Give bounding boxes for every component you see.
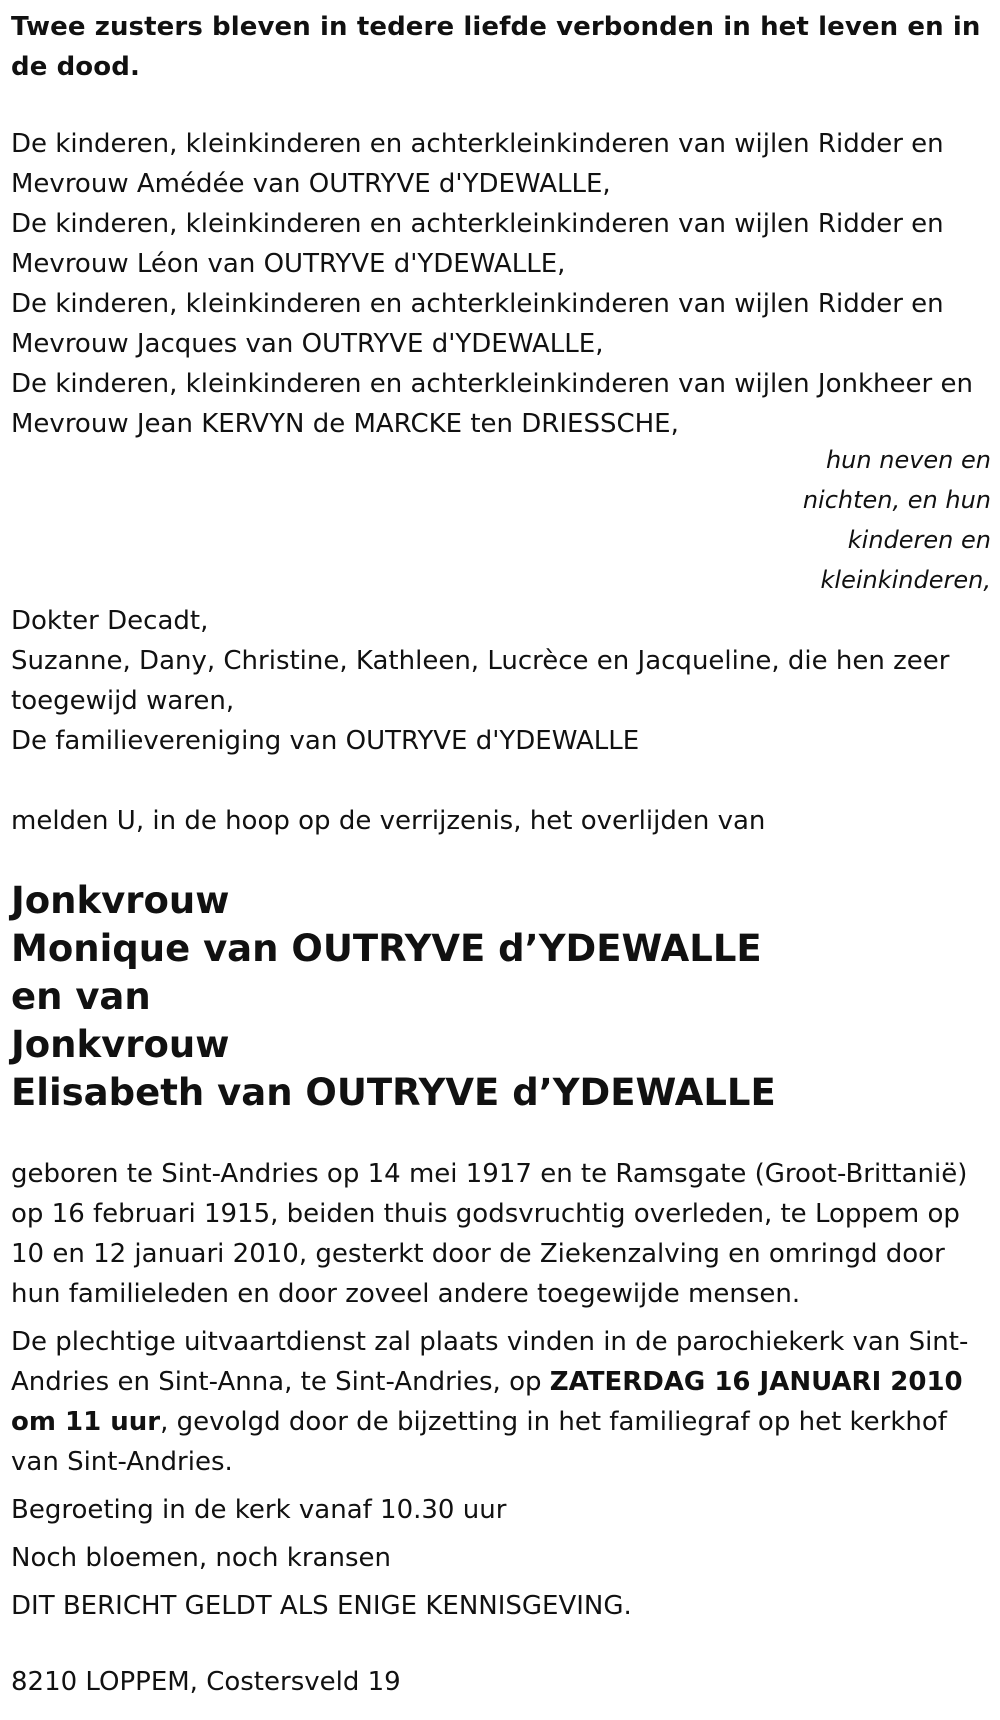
notice-text: DIT BERICHT GELDT ALS ENIGE KENNISGEVING. [11, 1591, 632, 1621]
mourner-line: De familievereniging van OUTRYVE d'YDEWALLE [11, 726, 640, 756]
family-line: De kinderen, kleinkinderen en achterkleinkinderen van wijlen Ridder en Mevrouw Léon van OUTRYVE d'YDEWALLE, [11, 209, 944, 279]
announcement-text: melden U, in de hoop op de verrijzenis, het overlijden van [11, 806, 766, 836]
other-mourners [11, 601, 991, 761]
family-line: De kinderen, kleinkinderen en achterkleinkinderen van wijlen Ridder en Mevrouw Jacques van OUTRYVE d'YDEWALLE, [11, 289, 944, 359]
mourner-line: Suzanne, Dany, Christine, Kathleen, Lucrèce en Jacqueline, die hen zeer toegewijd waren, [11, 646, 950, 716]
intro-heading: Twee zusters bleven in tedere liefde verbonden in het leven en in de dood. [11, 12, 981, 82]
address: 8210 LOPPEM, Costersveld 19 [11, 1667, 401, 1697]
funeral-text [11, 1322, 991, 1482]
family-line: De kinderen, kleinkinderen en achterkleinkinderen van wijlen Ridder en Mevrouw Amédée van OUTRYVE d'YDEWALLE, [11, 129, 944, 199]
nephews-note [11, 440, 991, 600]
funeral-text-end: , gevolgd door de bijzetting in het familiegraf op het kerkhof van Sint-Andries. [11, 1407, 947, 1477]
names-connector: en van [11, 975, 151, 1018]
funeral-date: ZATERDAG 16 JANUARI 2010 om 11 uur [11, 1367, 963, 1437]
birth-death-text: geboren te Sint-Andries op 14 mei 1917 en te Ramsgate (Groot-Brittanië) op 16 februari 1915, beiden thuis godsvruchtig overleden, te Loppem op 10 en 12 januari 2010, gesterkt door de Ziekenzalving en omringd door hun familieleden en door zoveel andere toegewijde mensen. [11, 1159, 968, 1309]
family-list [11, 124, 991, 444]
nephews-line: nichten, en hun [802, 486, 991, 514]
nephews-line: kleinkinderen, [820, 566, 991, 594]
deceased-title: Jonkvrouw [11, 1023, 230, 1066]
greeting-text: Begroeting in de kerk vanaf 10.30 uur [11, 1495, 507, 1525]
obituary-notice [11, 0, 991, 1702]
mourner-line: Dokter Decadt, [11, 606, 209, 636]
details-section [11, 1154, 991, 1626]
funeral-text-start: De plechtige uitvaartdienst zal plaats vinden in de parochiekerk van Sint-Andries en Sint-Anna, te Sint-Andries, op [11, 1327, 969, 1397]
deceased-title: Jonkvrouw [11, 879, 230, 922]
nephews-line: kinderen en [847, 526, 991, 554]
deceased-name: Monique van OUTRYVE d’YDEWALLE [11, 927, 762, 970]
deceased-name: Elisabeth van OUTRYVE d’YDEWALLE [11, 1071, 776, 1114]
deceased-names [11, 877, 991, 1117]
nephews-line: hun neven en [825, 446, 991, 474]
flowers-text: Noch bloemen, noch kransen [11, 1543, 391, 1573]
family-line: De kinderen, kleinkinderen en achterkleinkinderen van wijlen Jonkheer en Mevrouw Jean KERVYN de MARCKE ten DRIESSCHE, [11, 369, 973, 439]
